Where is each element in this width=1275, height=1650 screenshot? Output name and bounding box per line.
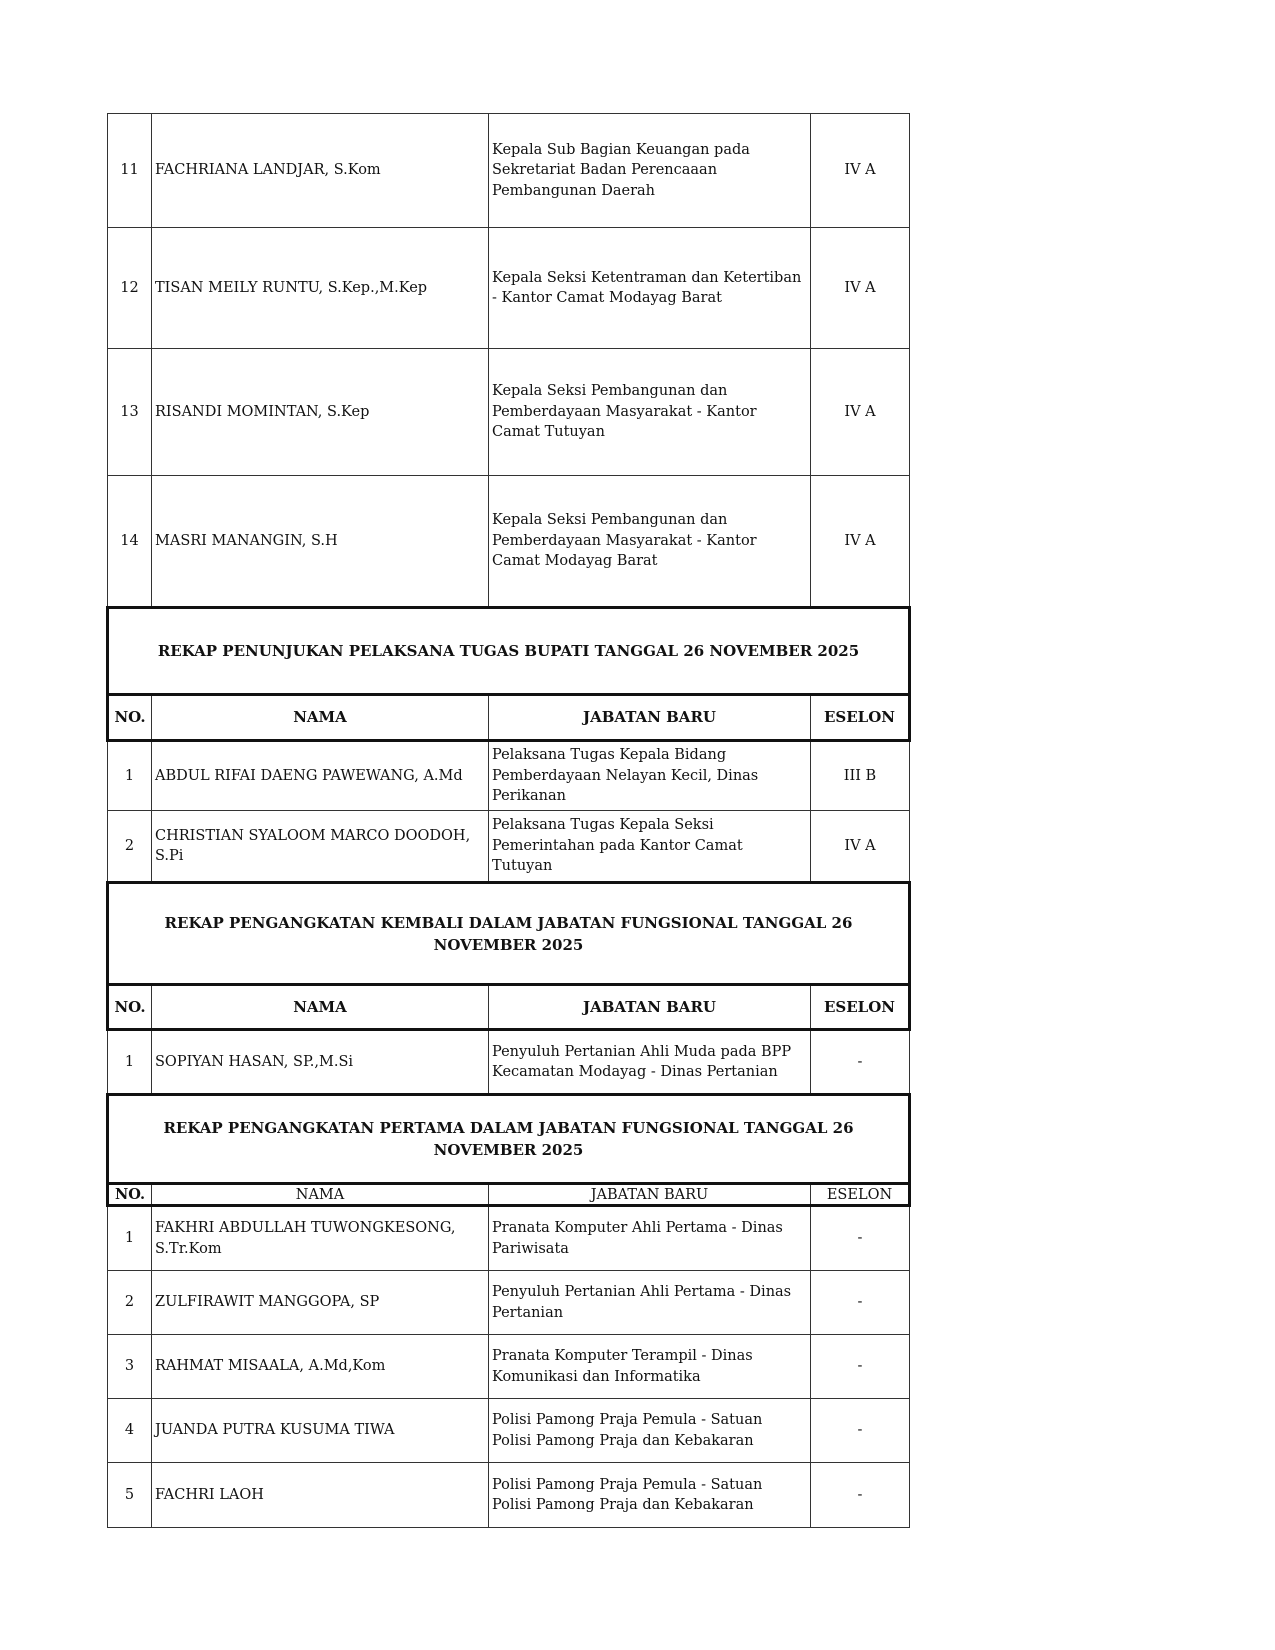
table-row bbox=[108, 1335, 910, 1399]
echelon: IV A bbox=[811, 349, 910, 476]
employee-name: TISAN MEILY RUNTU, S.Kep.,M.Kep bbox=[152, 228, 489, 349]
table-row bbox=[108, 114, 910, 228]
new-position: Kepala Seksi Ketentraman dan Ketertiban - Kantor Camat Modayag Barat bbox=[489, 228, 811, 349]
new-position: Penyuluh Pertanian Ahli Muda pada BPP Kecamatan Modayag - Dinas Pertanian bbox=[489, 1030, 811, 1095]
echelon: - bbox=[811, 1335, 910, 1399]
echelon: - bbox=[811, 1463, 910, 1528]
table-row bbox=[108, 1271, 910, 1335]
header-nama: NAMA bbox=[152, 985, 489, 1030]
header-nama: NAMA bbox=[152, 1184, 489, 1206]
section-heading-row bbox=[108, 883, 910, 985]
row-number: 1 bbox=[108, 1030, 152, 1095]
new-position: Polisi Pamong Praja Pemula - Satuan Polisi Pamong Praja dan Kebakaran bbox=[489, 1399, 811, 1463]
document-page bbox=[106, 113, 908, 1528]
echelon: - bbox=[811, 1206, 910, 1271]
employee-name: RISANDI MOMINTAN, S.Kep bbox=[152, 349, 489, 476]
new-position: Kepala Sub Bagian Keuangan pada Sekretariat Badan Perencaaan Pembangunan Daerah bbox=[489, 114, 811, 228]
echelon: - bbox=[811, 1271, 910, 1335]
header-eselon: ESELON bbox=[811, 985, 910, 1030]
employee-name: ZULFIRAWIT MANGGOPA, SP bbox=[152, 1271, 489, 1335]
row-number: 13 bbox=[108, 349, 152, 476]
table-row bbox=[108, 228, 910, 349]
employee-name: RAHMAT MISAALA, A.Md,Kom bbox=[152, 1335, 489, 1399]
echelon: III B bbox=[811, 741, 910, 811]
table-row bbox=[108, 1399, 910, 1463]
table-row bbox=[108, 811, 910, 883]
header-jabatan: JABATAN BARU bbox=[489, 985, 811, 1030]
table-row bbox=[108, 349, 910, 476]
header-jabatan: JABATAN BARU bbox=[489, 1184, 811, 1206]
column-header-row bbox=[108, 985, 910, 1030]
employee-name: FACHRIANA LANDJAR, S.Kom bbox=[152, 114, 489, 228]
row-number: 11 bbox=[108, 114, 152, 228]
header-eselon: ESELON bbox=[811, 695, 910, 741]
new-position: Polisi Pamong Praja Pemula - Satuan Polisi Pamong Praja dan Kebakaran bbox=[489, 1463, 811, 1528]
column-header-row bbox=[108, 695, 910, 741]
row-number: 2 bbox=[108, 1271, 152, 1335]
table-row bbox=[108, 476, 910, 608]
employee-name: ABDUL RIFAI DAENG PAWEWANG, A.Md bbox=[152, 741, 489, 811]
section-heading-row bbox=[108, 1095, 910, 1184]
employee-name: FACHRI LAOH bbox=[152, 1463, 489, 1528]
header-jabatan: JABATAN BARU bbox=[489, 695, 811, 741]
table-row bbox=[108, 1463, 910, 1528]
row-number: 4 bbox=[108, 1399, 152, 1463]
row-number: 14 bbox=[108, 476, 152, 608]
row-number: 2 bbox=[108, 811, 152, 883]
row-number: 1 bbox=[108, 1206, 152, 1271]
header-nama: NAMA bbox=[152, 695, 489, 741]
section-title: REKAP PENGANGKATAN KEMBALI DALAM JABATAN FUNGSIONAL TANGGAL 26 NOVEMBER 2025 bbox=[108, 883, 910, 985]
column-header-row bbox=[108, 1184, 910, 1206]
new-position: Pelaksana Tugas Kepala Seksi Pemerintahan pada Kantor Camat Tutuyan bbox=[489, 811, 811, 883]
echelon: IV A bbox=[811, 811, 910, 883]
employee-name: JUANDA PUTRA KUSUMA TIWA bbox=[152, 1399, 489, 1463]
echelon: - bbox=[811, 1399, 910, 1463]
recap-table bbox=[106, 113, 911, 1528]
new-position: Kepala Seksi Pembangunan dan Pemberdayaan Masyarakat - Kantor Camat Modayag Barat bbox=[489, 476, 811, 608]
employee-name: MASRI MANANGIN, S.H bbox=[152, 476, 489, 608]
row-number: 3 bbox=[108, 1335, 152, 1399]
new-position: Kepala Seksi Pembangunan dan Pemberdayaan Masyarakat - Kantor Camat Tutuyan bbox=[489, 349, 811, 476]
section-title: REKAP PENGANGKATAN PERTAMA DALAM JABATAN FUNGSIONAL TANGGAL 26 NOVEMBER 2025 bbox=[108, 1095, 910, 1184]
employee-name: FAKHRI ABDULLAH TUWONGKESONG, S.Tr.Kom bbox=[152, 1206, 489, 1271]
header-no: NO. bbox=[108, 1184, 152, 1206]
header-eselon: ESELON bbox=[811, 1184, 910, 1206]
employee-name: SOPIYAN HASAN, SP.,M.Si bbox=[152, 1030, 489, 1095]
echelon: IV A bbox=[811, 228, 910, 349]
row-number: 12 bbox=[108, 228, 152, 349]
table-row bbox=[108, 741, 910, 811]
table-row bbox=[108, 1030, 910, 1095]
new-position: Penyuluh Pertanian Ahli Pertama - Dinas Pertanian bbox=[489, 1271, 811, 1335]
echelon: IV A bbox=[811, 114, 910, 228]
new-position: Pranata Komputer Ahli Pertama - Dinas Pariwisata bbox=[489, 1206, 811, 1271]
header-no: NO. bbox=[108, 695, 152, 741]
row-number: 1 bbox=[108, 741, 152, 811]
new-position: Pranata Komputer Terampil - Dinas Komunikasi dan Informatika bbox=[489, 1335, 811, 1399]
header-no: NO. bbox=[108, 985, 152, 1030]
section-heading-row bbox=[108, 608, 910, 695]
table-row bbox=[108, 1206, 910, 1271]
employee-name: CHRISTIAN SYALOOM MARCO DOODOH, S.Pi bbox=[152, 811, 489, 883]
echelon: - bbox=[811, 1030, 910, 1095]
row-number: 5 bbox=[108, 1463, 152, 1528]
echelon: IV A bbox=[811, 476, 910, 608]
section-title: REKAP PENUNJUKAN PELAKSANA TUGAS BUPATI TANGGAL 26 NOVEMBER 2025 bbox=[108, 608, 910, 695]
new-position: Pelaksana Tugas Kepala Bidang Pemberdayaan Nelayan Kecil, Dinas Perikanan bbox=[489, 741, 811, 811]
